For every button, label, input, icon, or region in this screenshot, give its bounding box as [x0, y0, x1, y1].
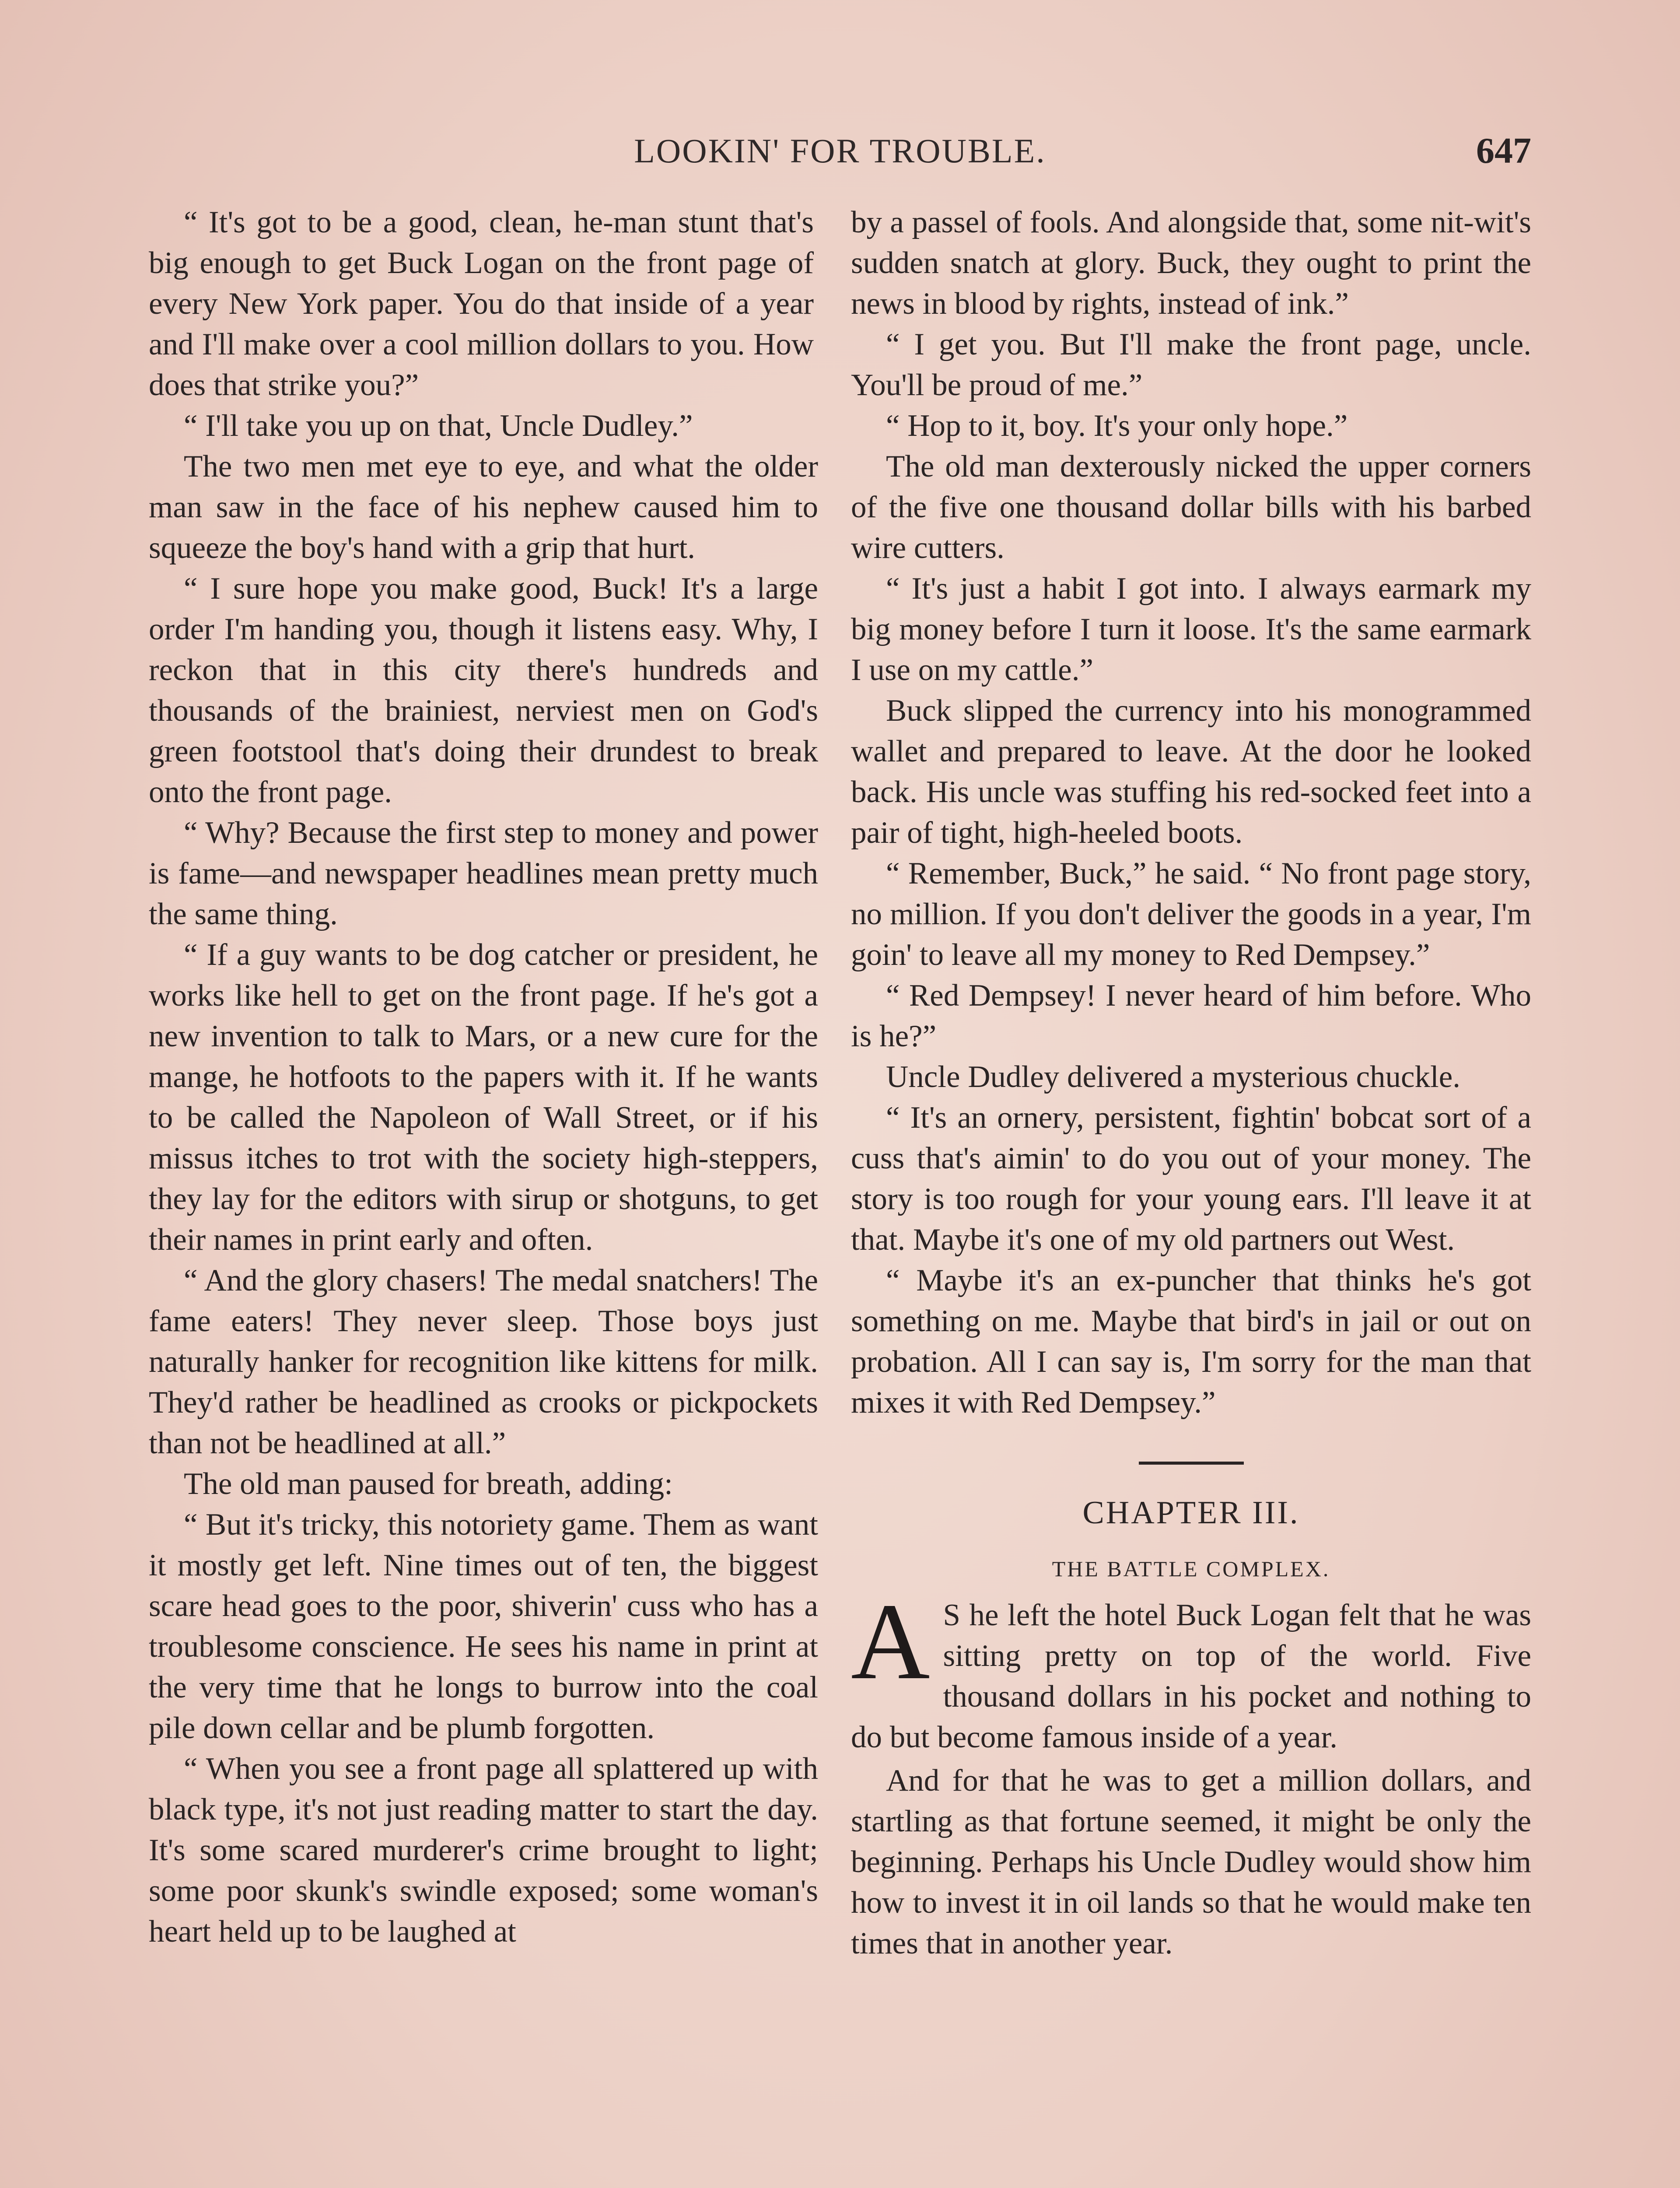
paragraph: “ Maybe it's an ex-puncher that thinks he's got something on me. Maybe that bird's in jail or out on probation. All I can say is, I'm sorry for the man that mixes it with Red Dempsey.”: [851, 1263, 1531, 1420]
paragraph: “ I sure hope you make good, Buck! It's a large order I'm handing you, though it listens easy. Why, I reckon that in this city there's hundreds and thousands of the brainiest, nerviest men on God's green footstool that's doing their drundest to break onto the front page.: [149, 572, 818, 809]
paragraph: “ But it's tricky, this notoriety game. Them as want it mostly get left. Nine times out of ten, the biggest scare head goes to the poor, shiverin' cuss who has a troublesome conscience. He sees his name in print at the very time that he longs to burrow into the coal pile down cellar and be plumb forgotten.: [149, 1508, 818, 1745]
page-number: 647: [1476, 130, 1531, 171]
page-header: [149, 131, 1531, 179]
paragraph: “ When you see a front page all splattered up with black type, it's not just reading matter to start the day. It's some scared murderer's crime brought to light; some poor skunk's swindle exposed; some woman's heart held up to be laughed at: [149, 1752, 818, 1949]
paragraph: “ It's just a habit I got into. I always earmark my big money before I turn it loose. It's the same earmark I use on my cattle.”: [851, 572, 1531, 687]
paragraph: “ Hop to it, boy. It's your only hope.”: [886, 409, 1348, 443]
paragraph: The two men met eye to eye, and what the older man saw in the face of his nephew caused him to squeeze the boy's hand with a grip that hurt.: [149, 449, 818, 565]
paragraph: The old man paused for breath, adding:: [184, 1467, 673, 1501]
left-column: [149, 202, 818, 1952]
paragraph: The old man dexterously nicked the upper corners of the five one thousand dollar bills with his barbed wire cutters.: [851, 449, 1531, 565]
chapter-subtitle: THE BATTLE COMPLEX.: [1052, 1557, 1330, 1581]
paragraph: “ I'll take you up on that, Uncle Dudley.”: [184, 409, 693, 443]
paragraph: “ Remember, Buck,” he said. “ No front page story, no million. If you don't deliver the goods in a year, I'm goin' to leave all my money to Red Dempsey.”: [851, 856, 1531, 972]
chapter-opening-paragraph: [851, 1581, 1531, 1758]
paragraph: “ Red Dempsey! I never heard of him before. Who is he?”: [851, 978, 1531, 1053]
chapter-title: CHAPTER III.: [1082, 1495, 1300, 1531]
paragraph: “ It's got to be a good, clean, he-man stunt that's big enough to get Buck Logan on the front page of every New York paper. You do that inside of a year and I'll make over a cool million dollars to you. How does that strike you?”: [149, 205, 814, 402]
paragraph: by a passel of fools. And alongside that, some nit-wit's sudden snatch at glory. Buck, they ought to print the news in blood by rights, instead of ink.”: [851, 205, 1531, 321]
drop-cap: A: [851, 1581, 930, 1702]
paragraph: “ And the glory chasers! The medal snatchers! The fame eaters! They never sleep. Those boys just naturally hanker for recognition like kittens for milk. They'd rather be headlined as crooks or pickpockets than not be headlined at all.”: [149, 1263, 818, 1460]
paragraph: “ If a guy wants to be dog catcher or president, he works like hell to get on the front page. If he's got a new invention to talk to Mars, or a new cure for the mange, he hotfoots to the papers with it. If he wants to be called the Napoleon of Wall Street, or if his missus itches to trot with the society high-steppers, they lay for the editors with sirup or shotguns, to get their names in print early and often.: [149, 938, 818, 1257]
paragraph: And for that he was to get a million dollars, and startling as that fortune seemed, it might be only the beginning. Perhaps his Uncle Dudley would show him how to invest it in oil lands so that he would make ten times that in another year.: [851, 1764, 1531, 1960]
opening-text: S he left the hotel Buck Logan felt that he was sitting pretty on top of the world. Five thousand dollars in his pocket and nothing to do but become famous inside of a year.: [851, 1598, 1531, 1754]
paragraph: “ I get you. But I'll make the front page, uncle. You'll be proud of me.”: [851, 327, 1531, 402]
right-column: [851, 202, 1531, 1964]
paragraph: “ Why? Because the first step to money and power is fame—and newspaper headlines mean pretty much the same thing.: [149, 816, 818, 931]
section-divider: [1139, 1462, 1244, 1465]
running-head: LOOKIN' FOR TROUBLE.: [634, 132, 1046, 170]
paragraph: “ It's an ornery, persistent, fightin' bobcat sort of a cuss that's aimin' to do you out of your money. The story is too rough for your young ears. I'll leave it at that. Maybe it's one of my old partners out West.: [851, 1101, 1531, 1257]
paragraph: Buck slipped the currency into his monogrammed wallet and prepared to leave. At the door he looked back. His uncle was stuffing his red-socked feet into a pair of tight, high-heeled boots.: [851, 694, 1531, 850]
paragraph: Uncle Dudley delivered a mysterious chuckle.: [886, 1060, 1461, 1094]
